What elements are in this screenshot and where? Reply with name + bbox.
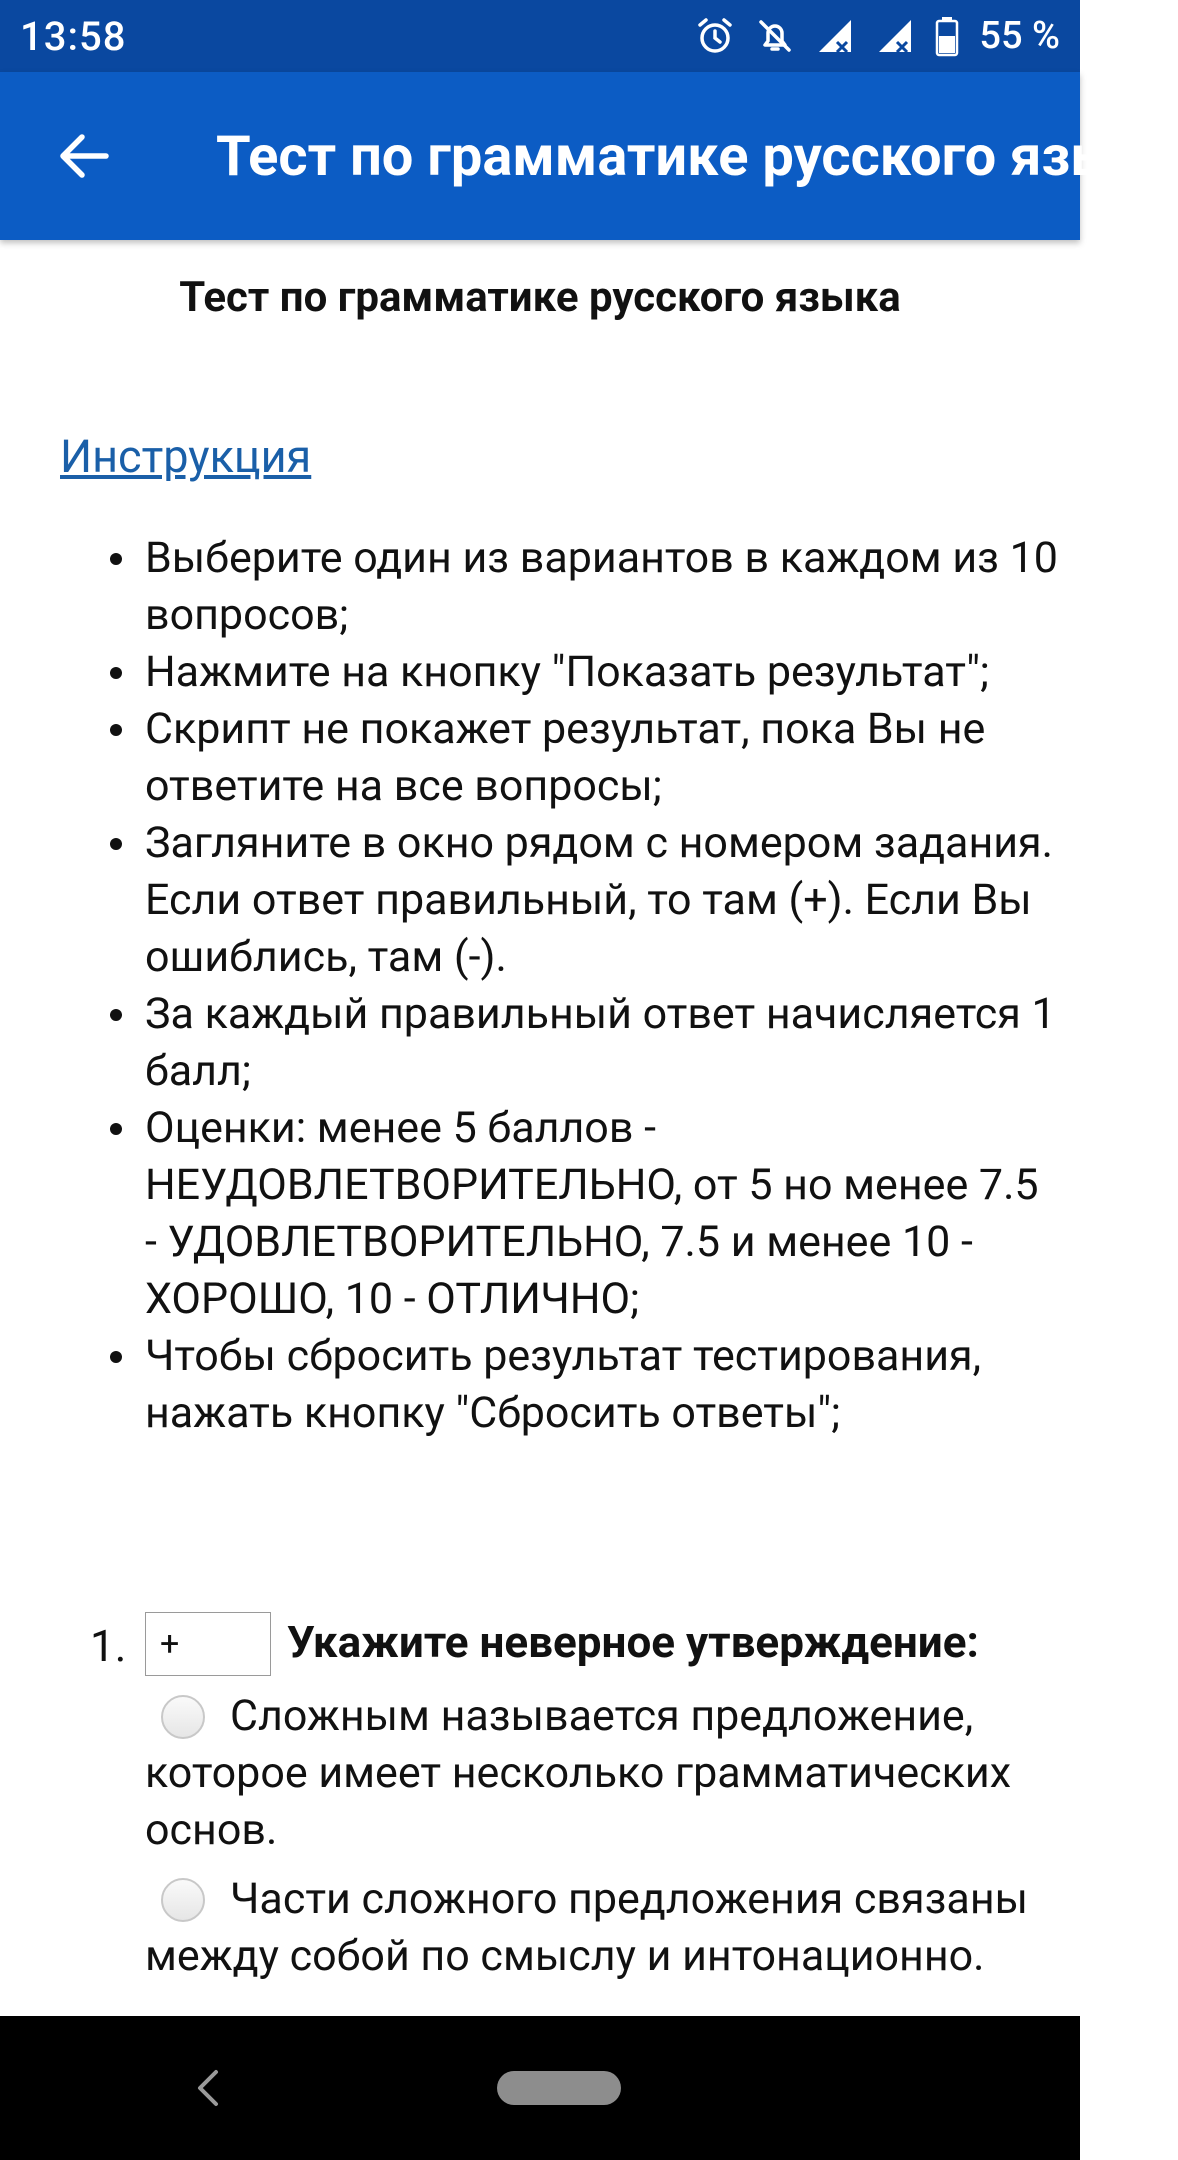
navigation-bar — [0, 2016, 1080, 2160]
home-pill-icon[interactable] — [497, 2071, 621, 2105]
list-item: За каждый правильный ответ начисляется 1 балл; — [145, 986, 1060, 1100]
question-number: 1. — [90, 1620, 127, 1672]
list-item: Чтобы сбросить результат тестирования, нажать кнопку "Сбросить ответы"; — [145, 1328, 1060, 1442]
alarm-icon — [695, 16, 735, 56]
answer-option-label: Части сложного предложения связаны между собой по смыслу и интонационно. — [145, 1874, 1028, 1981]
instruction-link[interactable]: Инструкция — [60, 430, 312, 483]
status-bar — [0, 0, 1080, 72]
list-item: Выберите один из вариантов в каждом из 10 вопросов; — [145, 530, 1060, 644]
radio-button[interactable] — [161, 1695, 205, 1739]
signal-icon — [815, 16, 855, 56]
question-result-box[interactable]: + — [145, 1612, 271, 1676]
list-item: Скрипт не покажет результат, пока Вы не ответите на все вопросы; — [145, 701, 1060, 815]
instruction-list — [0, 530, 1060, 1442]
answer-option-label: Сложным называется предложение, которое имеет несколько грамматических основ. — [145, 1691, 1012, 1855]
question-text: Укажите неверное утверждение: — [287, 1616, 979, 1668]
battery-percent: 55 % — [979, 14, 1060, 58]
nav-back-icon[interactable] — [188, 2066, 228, 2110]
status-icons — [695, 14, 1060, 58]
answer-option[interactable] — [145, 1688, 1065, 1859]
answer-option[interactable] — [145, 1871, 1065, 1985]
status-time: 13:58 — [20, 12, 127, 60]
battery-icon — [935, 16, 959, 56]
back-button[interactable] — [44, 116, 124, 196]
page-heading: Тест по грамматике русского языка — [179, 273, 901, 322]
web-content[interactable] — [0, 240, 1080, 2016]
signal-icon — [875, 16, 915, 56]
notifications-off-icon — [755, 16, 795, 56]
list-item: Нажмите на кнопку "Показать результат"; — [145, 644, 1060, 701]
app-bar — [0, 72, 1178, 240]
list-item: Оценки: менее 5 баллов - НЕУДОВЛЕТВОРИТЕЛЬНО, от 5 но менее 7.5 - УДОВЛЕТВОРИТЕЛЬНО, 7.5 и менее 10 - ХОРОШО, 10 - ОТЛИЧНО; — [145, 1100, 1060, 1328]
radio-button[interactable] — [161, 1878, 205, 1922]
app-title: Тест по грамматике русского языка — [216, 123, 1178, 189]
arrow-left-icon — [56, 128, 112, 184]
list-item: Загляните в окно рядом с номером задания. Если ответ правильный, то там (+). Если Вы ошиблись, там (-). — [145, 815, 1060, 986]
